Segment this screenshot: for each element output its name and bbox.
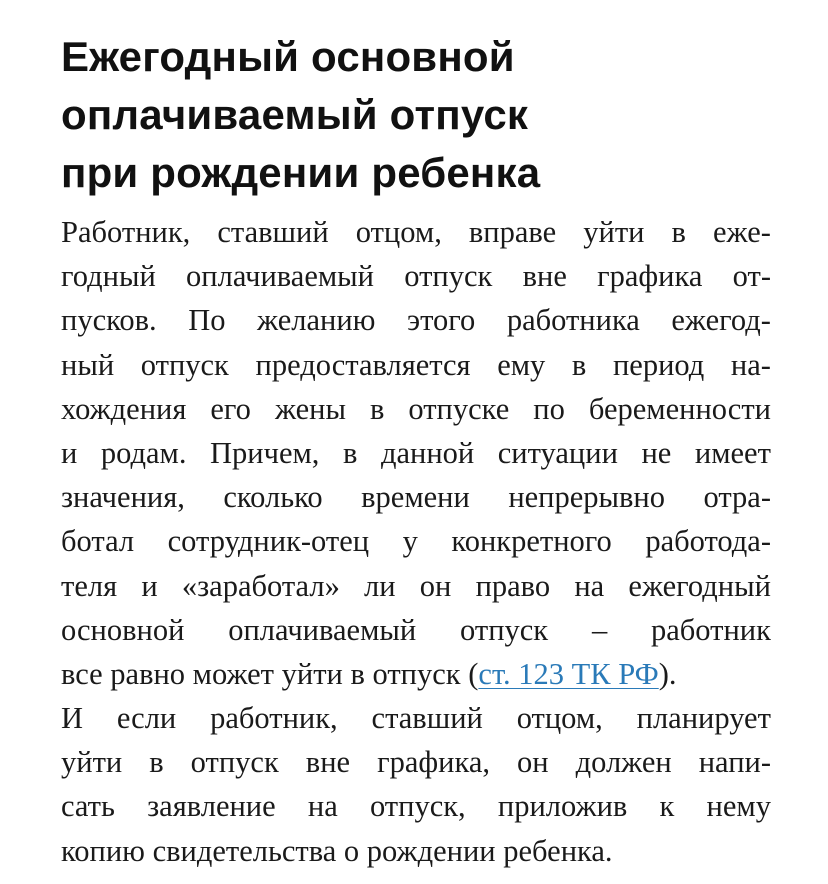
text-line: основной оплачиваемый отпуск – работник xyxy=(61,612,771,647)
title-line: Ежегодный основной xyxy=(61,33,515,80)
text-fragment: все равно может уйти в отпуск ( xyxy=(61,656,479,691)
paragraph-2 xyxy=(61,696,771,873)
text-line: сать заявление на отпуск, приложив к нему xyxy=(61,789,771,824)
text-line-last xyxy=(61,652,771,696)
text-line: и родам. Причем, в данной ситуации не имеет xyxy=(61,435,771,470)
text-line: Работник, ставший отцом, вправе уйти в еже- xyxy=(61,215,771,249)
text-line: значения, сколько времени непрерывно отра- xyxy=(61,480,771,515)
text-line-last: копию свидетельства о рождении ребенка. xyxy=(61,833,613,868)
text-line: И если работник, ставший отцом, планирует xyxy=(61,701,771,736)
article xyxy=(61,28,771,873)
article-title xyxy=(61,28,771,202)
article-body xyxy=(61,210,771,873)
text-line: пусков. По желанию этого работника ежегод- xyxy=(61,303,771,338)
text-line: уйти в отпуск вне графика, он должен напи- xyxy=(61,745,771,780)
text-line: годный оплачиваемый отпуск вне графика от- xyxy=(61,259,771,294)
text-line: ный отпуск предоставляется ему в период на- xyxy=(61,347,771,382)
paragraph-1 xyxy=(61,210,771,696)
title-line: при рождении ребенка xyxy=(61,149,541,196)
text-line: теля и «заработал» ли он право на ежегодный xyxy=(61,568,771,603)
title-line: оплачиваемый отпуск xyxy=(61,91,529,138)
law-article-link[interactable]: ст. 123 ТК РФ xyxy=(478,656,659,691)
text-fragment: ). xyxy=(658,656,677,691)
text-line: ботал сотрудник-отец у конкретного работода- xyxy=(61,524,771,559)
text-line: хождения его жены в отпуске по беременности xyxy=(61,391,771,426)
